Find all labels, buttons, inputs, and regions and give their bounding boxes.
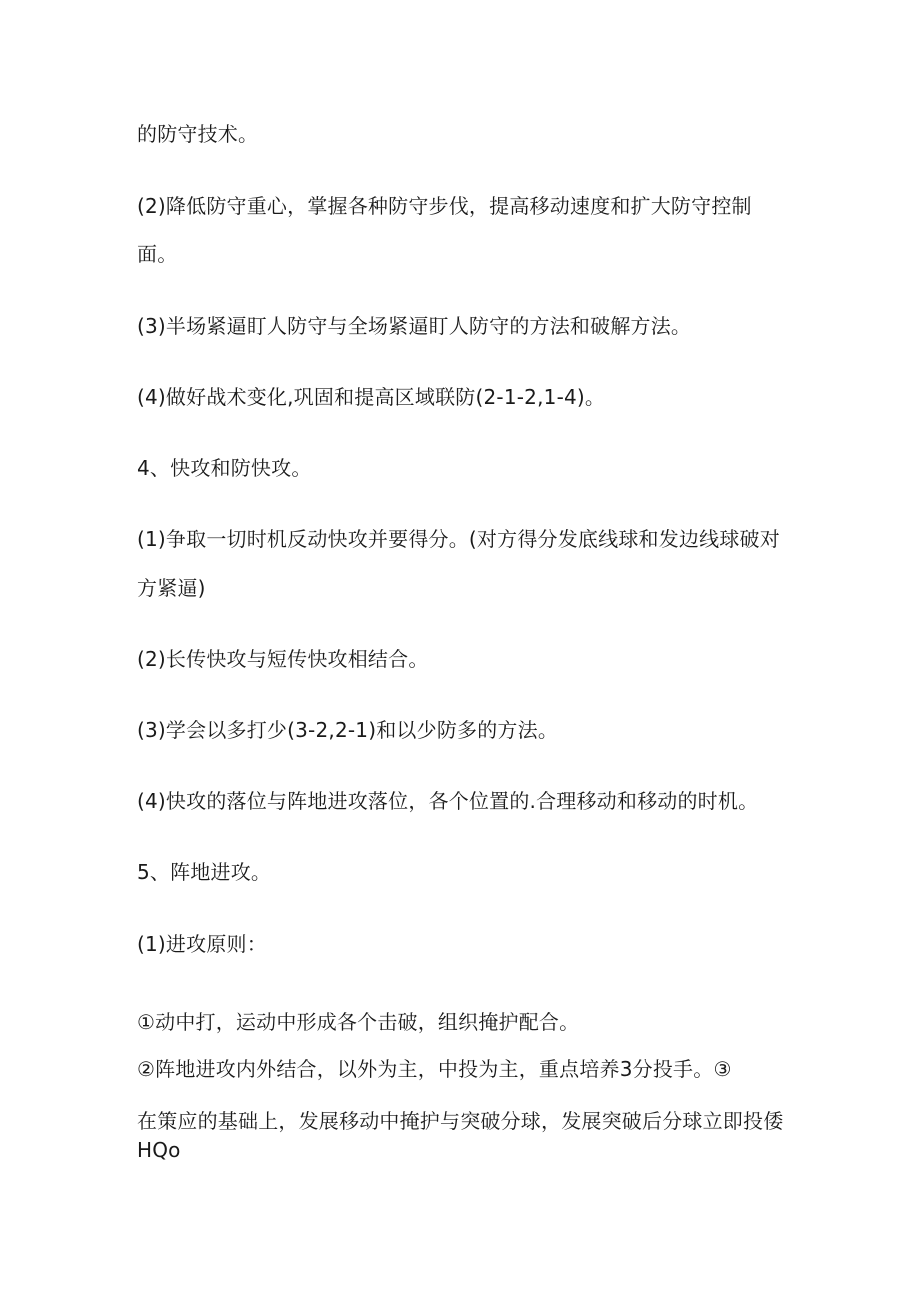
text-line: (1)进攻原则：	[137, 932, 267, 956]
text-line: ②阵地进攻内外结合，以外为主，中投为主，重点培养3分投手。③	[137, 1057, 732, 1081]
text-line: 面。	[137, 242, 178, 266]
section-heading: 5、阵地进攻。	[137, 860, 272, 884]
text-line: ①动中打，运动中形成各个击破，组织掩护配合。	[137, 1010, 580, 1034]
text-line: 方紧逼)	[137, 576, 206, 600]
text-line: (3)学会以多打少(3-2,2-1)和以少防多的方法。	[137, 718, 559, 742]
text-line: (2)长传快攻与短传快攻相结合。	[137, 647, 429, 671]
text-line: (3)半场紧逼盯人防守与全场紧逼盯人防守的方法和破解方法。	[137, 314, 692, 338]
text-line: HQo	[137, 1138, 181, 1162]
text-line: (1)争取一切时机反动快攻并要得分。(对方得分发底线球和发边线球破对	[137, 527, 780, 551]
text-line: 在策应的基础上，发展移动中掩护与突破分球，发展突破后分球立即投倭	[137, 1109, 784, 1133]
section-heading: 4、快攻和防快攻。	[137, 456, 312, 480]
text-line: 的防守技术。	[137, 122, 259, 146]
text-line: (2)降低防守重心，掌握各种防守步伐，提高移动速度和扩大防守控制	[137, 194, 752, 218]
text-line: (4)快攻的落位与阵地进攻落位，各个位置的.合理移动和移动的时机。	[137, 789, 759, 813]
text-line: (4)做好战术变化,巩固和提高区域联防(2-1-2,1-4)。	[137, 385, 606, 409]
